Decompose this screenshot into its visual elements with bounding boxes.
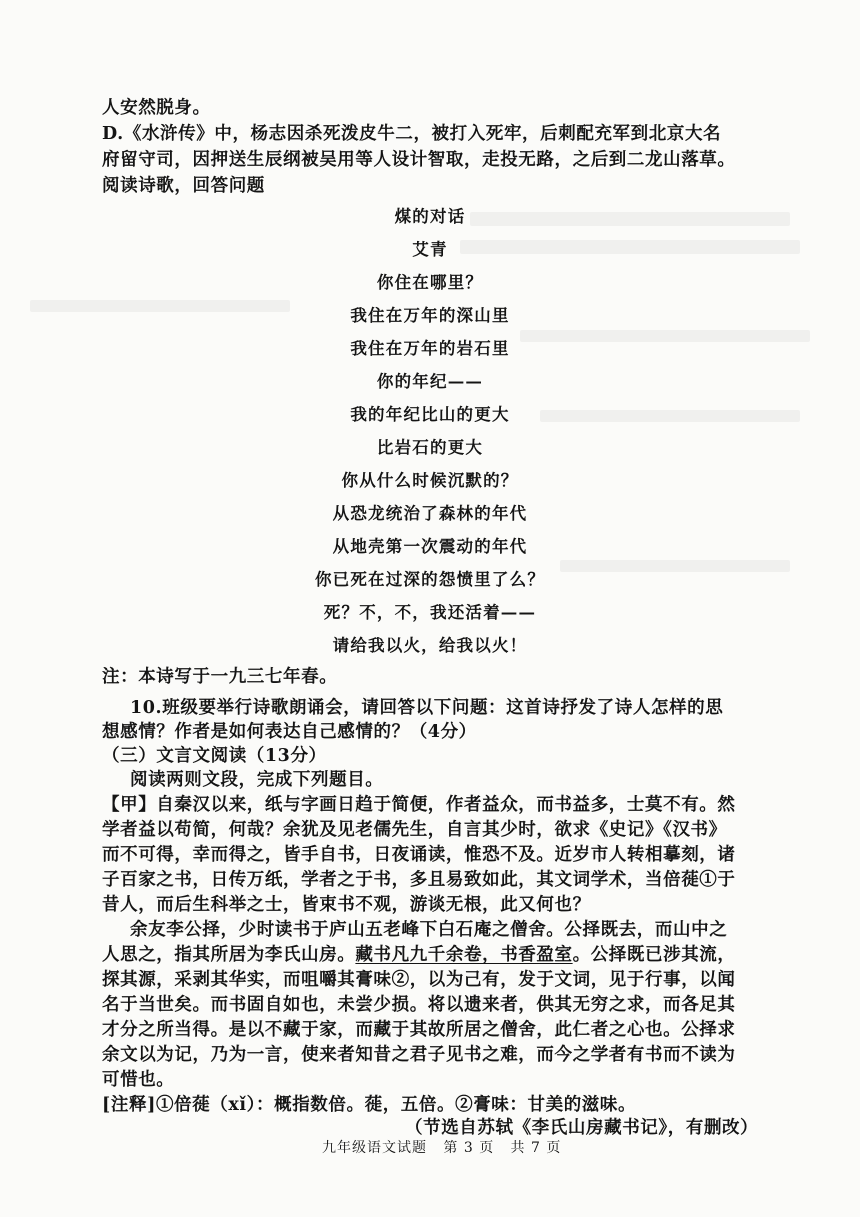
passage-line: 探其源，采剥其华实，而咀嚼其膏味②，以为己有，发于文词，见于行事，以闻	[102, 970, 736, 990]
option-d-line-2: 府留守司，因押送生辰纲被吴用等人设计智取，走投无路，之后到二龙山落草。	[102, 150, 736, 170]
passage-line: 余友李公择，少时读书于庐山五老峰下白石庵之僧舍。公择既去，而山中之	[130, 920, 728, 940]
page-number: 3	[463, 1140, 474, 1156]
passage-text: 。公择既已涉其流，	[572, 945, 736, 965]
passage-source: （节选自苏轼《李氏山房藏书记》，有删改）	[405, 1118, 759, 1138]
passage-line: 可惜也。	[102, 1070, 175, 1090]
passage-text: 人思之，指其所居为李氏山房。	[102, 945, 356, 965]
total-pages: 7	[531, 1140, 541, 1156]
poem-line: 从恐龙统治了森林的年代	[332, 504, 528, 523]
passage-jia-line: 【甲】自秦汉以来，纸与字画日趋于简便，作者益众，而书益多，士莫不有。然	[102, 795, 736, 815]
passage-jia-line: 子百家之书，日传万纸，学者之于书，多且易致如此，其文词学术，当倍蓰①于	[102, 870, 736, 890]
poem-line: 我住在万年的岩石里	[350, 339, 510, 358]
passage-line: 名于当世矣。而书固自如也，未尝少损。将以遗来者，供其无穷之求，而各足其	[102, 995, 736, 1015]
passage-jia-line: 学者益以苟简，何哉？余犹及见老儒先生，自言其少时，欲求《史记》《汉书》	[102, 820, 727, 840]
exam-title: 九年级语文试题	[322, 1140, 427, 1156]
passage-jia-line: 而不可得，幸而得之，皆手自书，日夜诵读，惟恐不及。近岁市人转相摹刻，诸	[102, 845, 736, 865]
poem-line: 我的年纪比山的更大	[350, 405, 510, 424]
poem-line: 你已死在过深的怨愤里了么？	[314, 570, 546, 589]
section-heading: （三）文言文阅读（13分）	[102, 746, 327, 766]
passage-line-with-underline	[102, 943, 736, 967]
poem-title: 煤的对话	[394, 207, 466, 226]
question-10-line-1: 10.班级要举行诗歌朗诵会，请回答以下问题：这首诗抒发了诗人怎样的思	[130, 698, 724, 718]
passage-jia-line: 昔人，而后生科举之士，皆束书不观，游谈无根，此又何也？	[102, 895, 591, 915]
previous-option-continuation: 人安然脱身。	[102, 98, 211, 118]
poem-line: 比岩石的更大	[376, 438, 484, 457]
poem-line: 死？不，不，我还活着——	[323, 603, 537, 622]
poem-line: 你住在哪里？	[376, 273, 484, 292]
question-10-line-2: 想感情？作者是如何表达自己感情的？（4分）	[102, 722, 477, 742]
poem-note: 注：本诗写于一九三七年春。	[102, 667, 338, 687]
poem-line: 请给我以火，给我以火！	[332, 636, 528, 655]
section-instruction: 阅读两则文段，完成下列题目。	[130, 770, 384, 790]
poem-line: 我住在万年的深山里	[350, 306, 510, 325]
passage-line: 余文以为记，乃为一言，使来者知昔之君子见书之难，而今之学者有书而不读为	[102, 1045, 736, 1065]
option-d-line-1: D.《水浒传》中，杨志因杀死泼皮牛二，被打入死牢，后刺配充军到北京大名	[102, 124, 722, 144]
poem-line: 从地壳第一次震动的年代	[332, 537, 528, 556]
poem-author: 艾青	[412, 240, 448, 259]
poem-line: 你的年纪——	[376, 372, 484, 391]
page-footer: 九年级语文试题 第 3 页 共 7 页	[322, 1140, 562, 1156]
annotation: [注释]①倍蓰（xǐ）：概指数倍。蓰，五倍。②膏味：甘美的滋味。	[102, 1095, 637, 1115]
poem-line: 你从什么时候沉默的？	[341, 471, 519, 490]
underlined-sentence: 藏书凡九千余卷，书香盈室	[355, 945, 573, 965]
passage-line: 才分之所当得。是以不藏于家，而藏于其故所居之僧舍，此仁者之心也。公择求	[102, 1020, 736, 1040]
poem-prompt: 阅读诗歌，回答问题	[102, 176, 265, 196]
